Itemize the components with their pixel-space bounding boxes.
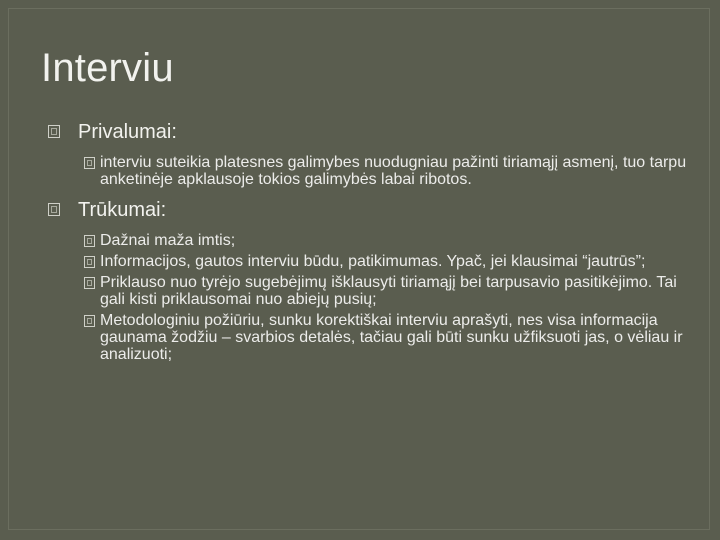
list-item <box>48 253 688 270</box>
square-bullet-icon <box>84 315 95 327</box>
square-bullet-icon <box>48 203 60 216</box>
square-bullet-icon <box>48 125 60 138</box>
section-heading-label: Trūkumai: <box>78 199 167 221</box>
section-heading-trukumai <box>48 198 688 222</box>
section-heading-privalumai <box>48 120 688 144</box>
slide-title: Interviu <box>41 46 174 90</box>
square-bullet-icon <box>84 235 95 247</box>
list-item <box>48 274 688 308</box>
list-item <box>48 154 688 188</box>
square-bullet-icon <box>84 157 95 169</box>
square-bullet-icon <box>84 277 95 289</box>
list-item <box>48 232 688 249</box>
list-item <box>48 312 688 363</box>
list-item-text: Dažnai maža imtis; <box>100 232 236 249</box>
list-item-text: Metodologiniu požiūriu, sunku korektiškai interviu aprašyti, nes visa informacija gaunama žodžiu – svarbios detalės, tačiau gali būti sunku užfiksuoti jas, o vėliau ir analizuoti; <box>100 312 683 363</box>
square-bullet-icon <box>84 256 95 268</box>
section-heading-label: Privalumai: <box>78 121 177 143</box>
slide-content <box>48 120 688 363</box>
list-item-text: Informacijos, gautos interviu būdu, patikimumas. Ypač, jei klausimai “jautrūs”; <box>100 253 646 270</box>
list-item-text: Priklauso nuo tyrėjo sugebėjimų išklausyti tiriamąjį bei tarpusavio pasitikėjimo. Tai gali kisti priklausomai nuo abiejų pusių; <box>100 274 677 308</box>
list-item-text: interviu suteikia platesnes galimybes nuodugniau pažinti tiriamąjį asmenį, tuo tarpu anketinėje apklausoje tokios galimybės labai ribotos. <box>100 154 687 188</box>
